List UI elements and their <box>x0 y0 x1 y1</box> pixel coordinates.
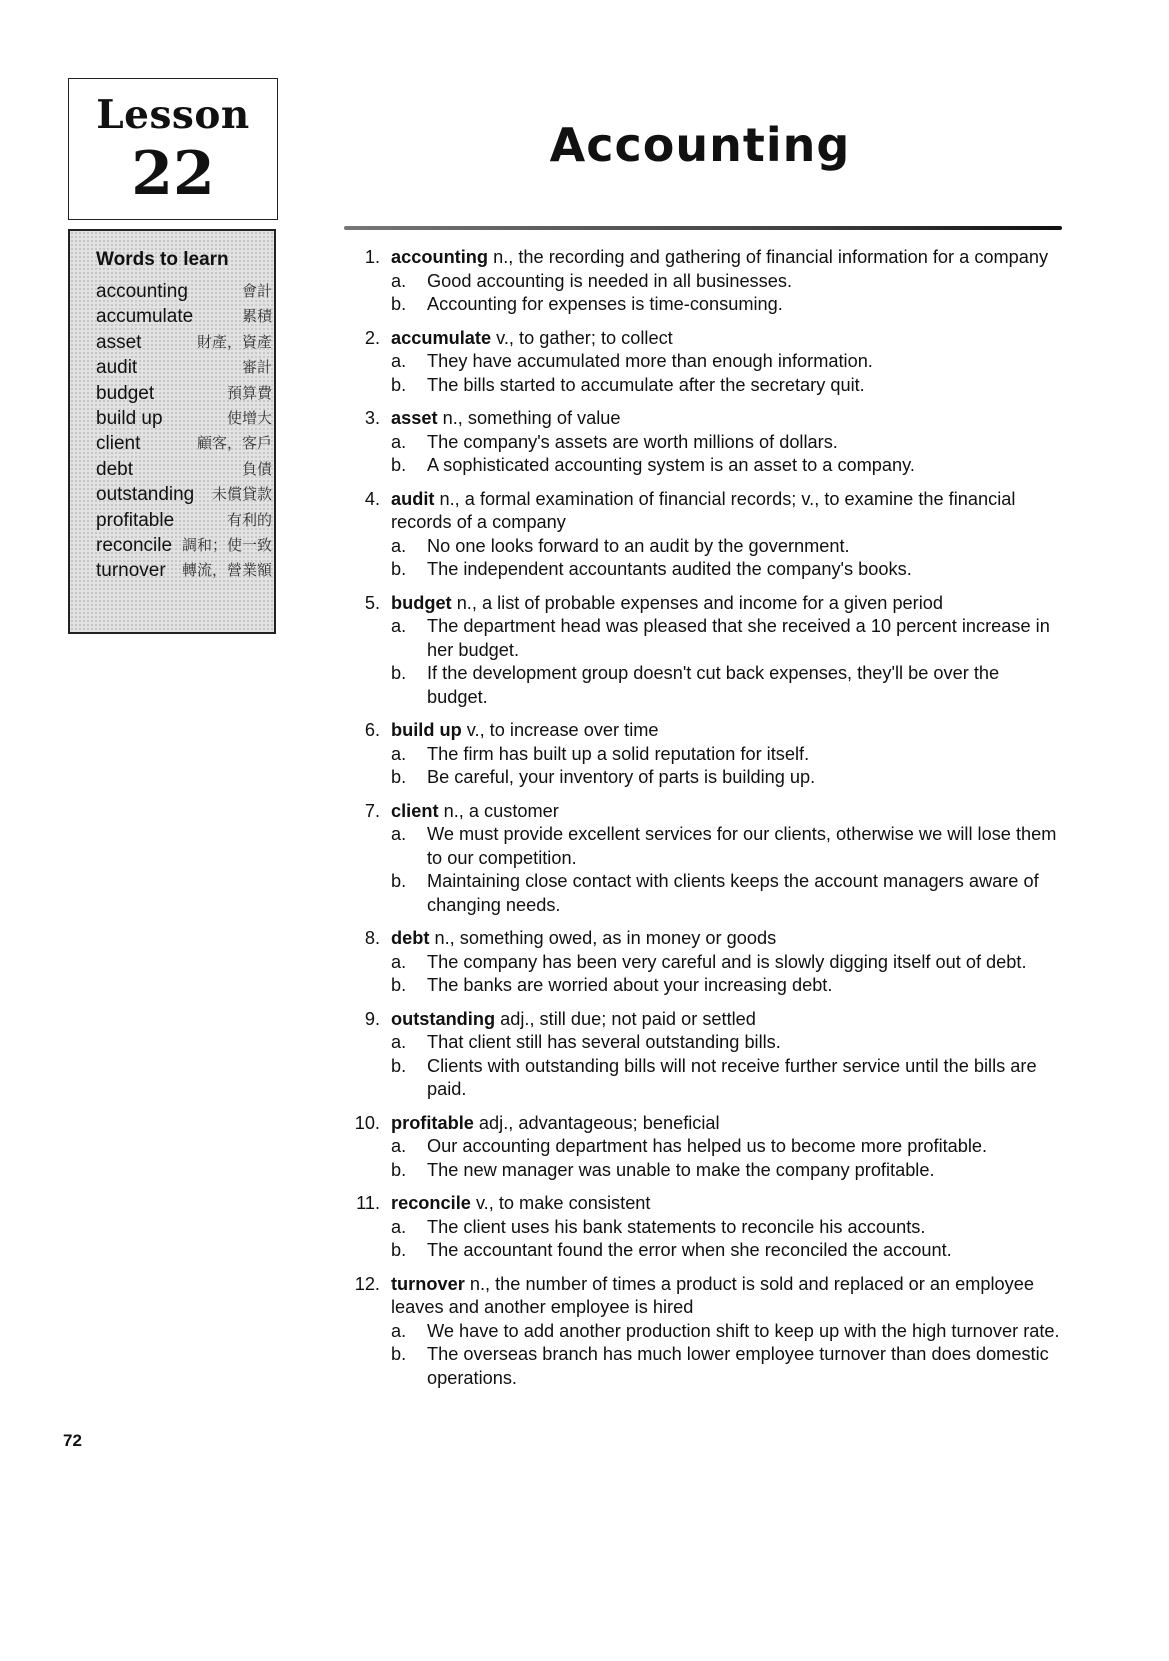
entry-number: 10. <box>354 1112 380 1133</box>
word-chinese: 財產，資產 <box>196 333 272 351</box>
example-letter: a. <box>391 1320 407 1341</box>
example-sentence <box>391 270 1062 294</box>
example-text: If the development group doesn't cut back expenses, they'll be over the budget. <box>427 663 1000 707</box>
example-text: We must provide excellent services for our clients, otherwise we will lose them to our competition. <box>427 824 1057 868</box>
vocab-entry <box>350 927 1062 998</box>
word-english: client <box>96 433 141 455</box>
lesson-badge <box>68 78 278 220</box>
example-sentence <box>391 1135 1062 1159</box>
entry-term: audit <box>391 488 435 509</box>
entry-number: 12. <box>354 1273 380 1294</box>
example-text: A sophisticated accounting system is an asset to a company. <box>427 455 915 475</box>
word-list-item <box>96 329 272 356</box>
entry-number: 1. <box>364 247 380 267</box>
word-english: asset <box>96 331 142 353</box>
word-list-item <box>96 405 272 432</box>
example-text: The banks are worried about your increasing debt. <box>427 975 833 995</box>
word-english: reconcile <box>96 535 173 556</box>
example-sentence <box>391 350 1062 374</box>
vocab-entry <box>350 1008 1062 1102</box>
example-letter: b. <box>391 294 407 314</box>
entry-definition: adj., still due; not paid or settled <box>500 1008 756 1029</box>
entry-term: budget <box>391 592 452 613</box>
word-english: debt <box>96 458 133 480</box>
vocab-entry <box>350 1112 1062 1183</box>
example-sentence <box>391 951 1062 975</box>
word-english: accumulate <box>96 306 194 328</box>
example-text: Clients with outstanding bills will not receive further service until the bills are paid. <box>427 1055 1037 1099</box>
word-english: turnover <box>96 560 166 582</box>
word-chinese: 顧客，客戶 <box>196 435 272 453</box>
word-chinese: 預算費 <box>226 384 272 402</box>
word-chinese: 有利的 <box>226 511 272 529</box>
entry-definition: v., to increase over time <box>466 720 659 740</box>
example-text: That client still has several outstanding bills. <box>427 1032 781 1052</box>
entry-definition-line <box>391 407 1062 431</box>
example-text: The client uses his bank statements to reconcile his accounts. <box>427 1216 926 1237</box>
vocab-entry <box>350 407 1062 478</box>
word-list-item <box>96 278 272 305</box>
entry-definition-line <box>391 1008 1062 1032</box>
example-sentence <box>391 535 1062 559</box>
example-text: They have accumulated more than enough information. <box>427 351 873 371</box>
example-sentence <box>391 662 1062 709</box>
lesson-number: 22 <box>131 139 215 209</box>
entry-term: accounting <box>391 247 489 267</box>
example-letter: b. <box>391 1055 407 1076</box>
example-letter: a. <box>391 351 407 371</box>
word-english: build up <box>96 408 163 429</box>
entry-term: reconcile <box>391 1193 471 1213</box>
entry-definition-line <box>391 246 1062 270</box>
example-sentence <box>391 615 1062 662</box>
example-letter: b. <box>391 1344 407 1364</box>
word-list-item <box>96 303 272 330</box>
vocab-entry <box>350 719 1062 790</box>
word-english: budget <box>96 382 155 404</box>
example-sentence <box>391 293 1062 317</box>
example-sentence <box>391 454 1062 478</box>
word-list-item <box>96 380 272 407</box>
example-letter: b. <box>391 1159 407 1180</box>
vocabulary-entries <box>350 246 1062 1400</box>
entry-definition-line <box>391 1273 1062 1320</box>
example-letter: b. <box>391 559 407 579</box>
example-text: Maintaining close contact with clients keeps the account managers aware of changing needs. <box>427 871 1039 915</box>
word-chinese: 使增大 <box>226 410 272 427</box>
example-letter: a. <box>391 743 407 764</box>
example-sentence <box>391 1159 1062 1183</box>
entry-number: 7. <box>364 800 380 821</box>
word-chinese: 審計 <box>241 359 272 377</box>
example-letter: b. <box>391 1240 407 1260</box>
words-to-learn-box <box>68 229 276 634</box>
word-english: profitable <box>96 509 175 531</box>
example-letter: a. <box>391 1136 407 1156</box>
example-text: The independent accountants audited the company's books. <box>427 559 912 579</box>
example-letter: a. <box>391 1216 407 1237</box>
example-text: The overseas branch has much lower employee turnover than does domestic operations. <box>427 1344 1049 1388</box>
word-chinese: 轉流，營業額 <box>181 562 272 580</box>
entry-definition: v., to gather; to collect <box>496 327 673 348</box>
entry-definition-line <box>391 1112 1062 1136</box>
example-text: Be careful, your inventory of parts is building up. <box>427 767 816 787</box>
word-chinese: 未償貸款 <box>211 486 272 504</box>
word-english: accounting <box>96 281 188 302</box>
word-list-item <box>96 430 272 457</box>
entry-term: asset <box>391 408 438 428</box>
example-text: Our accounting department has helped us to become more profitable. <box>427 1136 988 1156</box>
example-text: The bills started to accumulate after the secretary quit. <box>427 374 865 395</box>
entry-definition: n., the number of times a product is sold and replaced or an employee leaves and another employee is hired <box>391 1273 1034 1317</box>
example-sentence <box>391 431 1062 455</box>
entry-term: accumulate <box>391 327 492 348</box>
entry-term: turnover <box>391 1273 465 1294</box>
page-title: Accounting <box>549 118 851 172</box>
example-text: No one looks forward to an audit by the government. <box>427 535 850 556</box>
example-sentence <box>391 823 1062 870</box>
example-sentence <box>391 558 1062 582</box>
example-sentence <box>391 1216 1062 1240</box>
entry-definition-line <box>391 927 1062 951</box>
vocab-entry <box>350 488 1062 582</box>
entry-number: 2. <box>364 327 380 348</box>
example-letter: b. <box>391 871 407 891</box>
entry-definition: n., something owed, as in money or goods <box>434 928 777 948</box>
entry-term: client <box>391 800 439 821</box>
example-letter: a. <box>391 824 407 844</box>
vocab-entry <box>350 1192 1062 1263</box>
entry-term: outstanding <box>391 1008 496 1029</box>
word-list-item <box>96 557 272 584</box>
entry-definition-line <box>391 719 1062 743</box>
example-letter: a. <box>391 431 407 452</box>
example-letter: b. <box>391 455 407 475</box>
word-english: outstanding <box>96 484 195 506</box>
entry-definition: n., a formal examination of financial records; v., to examine the financial records of a company <box>391 488 1016 532</box>
entry-number: 5. <box>364 592 380 613</box>
example-text: Good accounting is needed in all businesses. <box>427 270 793 291</box>
example-sentence <box>391 1239 1062 1263</box>
word-chinese: 負債 <box>241 460 272 478</box>
entry-definition-line <box>391 488 1062 535</box>
entry-number: 4. <box>364 488 380 509</box>
entry-term: build up <box>391 720 462 740</box>
example-text: Accounting for expenses is time-consuming. <box>427 294 783 314</box>
vocab-entry <box>350 592 1062 710</box>
example-letter: b. <box>391 374 407 395</box>
entry-definition-line <box>391 800 1062 824</box>
entry-definition: n., a customer <box>443 800 559 821</box>
vocab-entry <box>350 800 1062 918</box>
example-text: The new manager was unable to make the company profitable. <box>427 1159 935 1180</box>
example-text: The department head was pleased that she received a 10 percent increase in her budget. <box>427 616 1050 660</box>
example-letter: a. <box>391 270 407 291</box>
example-letter: a. <box>391 951 407 972</box>
entry-definition-line <box>391 327 1062 351</box>
entry-definition-line <box>391 1192 1062 1216</box>
word-list-item <box>96 507 272 534</box>
example-text: The company's assets are worth millions of dollars. <box>427 431 838 452</box>
example-text: The accountant found the error when she reconciled the account. <box>427 1240 952 1260</box>
example-text: The firm has built up a solid reputation for itself. <box>427 743 810 764</box>
example-letter: b. <box>391 663 407 683</box>
entry-number: 11. <box>356 1193 380 1213</box>
example-sentence <box>391 870 1062 917</box>
entry-number: 6. <box>364 720 380 740</box>
example-letter: a. <box>391 616 407 636</box>
page-number: 72 <box>63 1431 82 1450</box>
entry-definition: n., a list of probable expenses and income for a given period <box>456 592 943 613</box>
entry-definition: n., something of value <box>442 408 621 428</box>
lesson-label: Lesson <box>96 92 250 138</box>
entry-definition-line <box>391 592 1062 616</box>
example-sentence <box>391 1320 1062 1344</box>
example-text: The company has been very careful and is slowly digging itself out of debt. <box>427 951 1027 972</box>
entry-definition: adj., advantageous; beneficial <box>478 1112 720 1133</box>
example-sentence <box>391 743 1062 767</box>
example-sentence <box>391 766 1062 790</box>
example-letter: b. <box>391 975 407 995</box>
word-chinese: 會計 <box>241 283 272 300</box>
words-to-learn-heading: Words to learn <box>96 249 229 270</box>
example-letter: b. <box>391 767 407 787</box>
example-sentence <box>391 374 1062 398</box>
word-list-item <box>96 354 272 381</box>
vocab-entry <box>350 327 1062 398</box>
entry-number: 8. <box>364 928 380 948</box>
example-letter: a. <box>391 1032 407 1052</box>
word-english: audit <box>96 357 138 379</box>
entry-number: 9. <box>364 1008 380 1029</box>
word-list-item <box>96 532 272 559</box>
word-chinese: 調和；使一致 <box>181 537 272 554</box>
example-sentence <box>391 1031 1062 1055</box>
entry-term: profitable <box>391 1112 474 1133</box>
entry-definition: v., to make consistent <box>475 1193 651 1213</box>
example-sentence <box>391 974 1062 998</box>
vocab-entry <box>350 246 1062 317</box>
word-list-item <box>96 481 272 508</box>
vocab-entry <box>350 1273 1062 1391</box>
example-sentence <box>391 1343 1062 1390</box>
word-chinese: 累積 <box>241 308 272 326</box>
entry-term: debt <box>391 928 430 948</box>
example-letter: a. <box>391 535 407 556</box>
title-divider <box>344 226 1062 230</box>
entry-number: 3. <box>364 408 380 428</box>
example-text: We have to add another production shift to keep up with the high turnover rate. <box>427 1320 1060 1341</box>
entry-definition: n., the recording and gathering of financial information for a company <box>493 247 1049 267</box>
word-list-item <box>96 456 272 483</box>
example-sentence <box>391 1055 1062 1102</box>
